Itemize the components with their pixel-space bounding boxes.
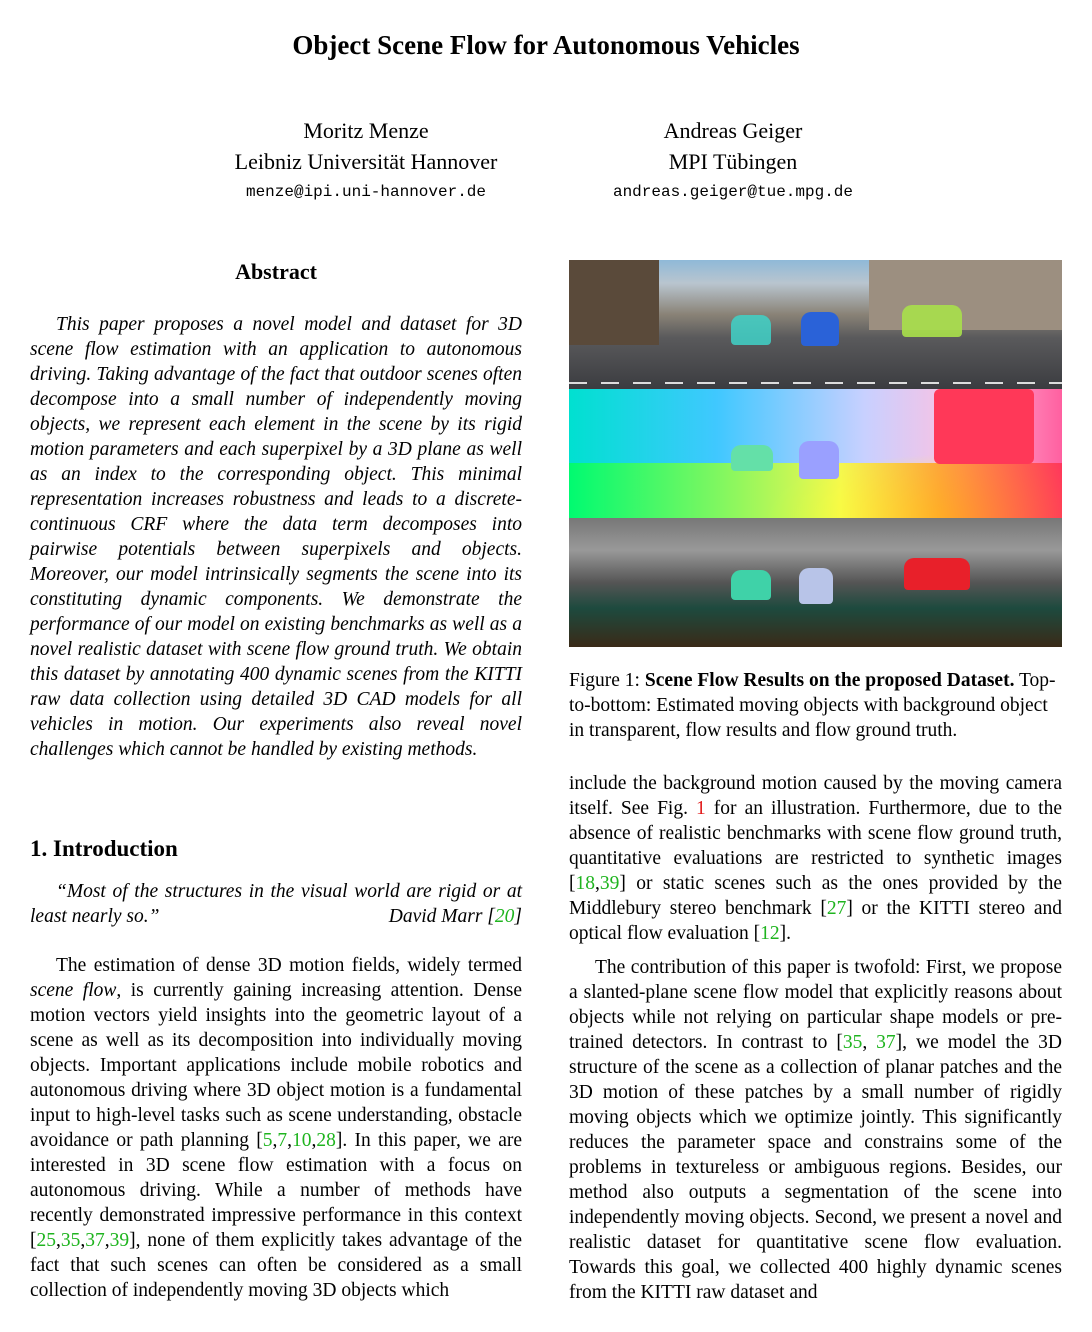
gt-object: [731, 570, 771, 600]
author-block-1: [196, 115, 536, 207]
quote-attribution: David Marr [20]: [388, 906, 522, 927]
citation-link[interactable]: 12: [760, 923, 780, 944]
author-name: Moritz Menze: [303, 118, 429, 143]
right-paragraph-2: The contribution of this paper is twofold: First, we propose a slanted-plane scene flow model that explicitly reasons about objects while not relying on particular shape models or pre-trained detectors. In contrast to [35, 37], we model the 3D structure of the scene as a collection of planar patches and the 3D motion of these patches by a small number of rigidly moving objects which we optimize jointly. This significantly reduces the parameter space and constrains some of the problems in textureless or ambiguous regions. Besides, our method also outputs a segmentation of the scene into independently moving objects. Second, we present a novel and realistic dataset for quantitative scene flow evaluation. Towards this goal, we collected 400 highly dynamic scenes from the KITTI raw dataset and: [569, 957, 1063, 1303]
lane-markings: [569, 382, 1062, 384]
citation-link[interactable]: 39: [599, 873, 620, 894]
citation-link[interactable]: 7: [277, 1130, 288, 1151]
author-affiliation: Leibniz Universität Hannover: [234, 149, 498, 174]
citation-link[interactable]: 35: [842, 1032, 863, 1053]
ground-truth-panel: [569, 518, 1062, 647]
gt-object: [799, 568, 833, 604]
flow-object: [731, 445, 773, 471]
citation-link[interactable]: 20: [494, 906, 515, 927]
citation-link[interactable]: 10: [291, 1130, 312, 1151]
citation-link[interactable]: 5: [262, 1130, 273, 1151]
citation-link[interactable]: 35: [60, 1230, 81, 1251]
author-name: Andreas Geiger: [663, 118, 803, 143]
flow-result-panel: [569, 389, 1062, 518]
citation-link[interactable]: 18: [575, 873, 595, 894]
citation-link[interactable]: 37: [85, 1230, 105, 1251]
right-paragraph-1: include the background motion caused by the moving camera itself. See Fig. 1 for an illustration. Furthermore, due to the absence of realistic benchmarks with scene flow ground truth, quantitative evaluations are restricted to synthetic images [18,39] or static scenes such as the ones provided by the Middlebury stereo benchmark [27] or the KITTI stereo and optical flow evaluation [12].: [569, 773, 1062, 944]
scene-photo-panel: [569, 260, 1062, 389]
flow-object: [799, 441, 839, 479]
car-cyan: [731, 315, 771, 345]
author-email[interactable]: andreas.geiger@tue.mpg.de: [612, 183, 854, 201]
author-affiliation: MPI Tübingen: [668, 149, 798, 174]
author-block-2: [563, 115, 903, 207]
figure-1-caption: Figure 1: Scene Flow Results on the proposed Dataset. Top-to-bottom: Estimated moving objects with background object in transparent, flow results and flow ground truth.: [569, 670, 1056, 741]
figure-1-image: [569, 260, 1062, 648]
section-heading-introduction: 1. Introduction: [30, 836, 178, 861]
building-right: [869, 260, 1062, 330]
paper-title: Object Scene Flow for Autonomous Vehicles: [292, 30, 800, 60]
citation-link[interactable]: 37: [876, 1032, 896, 1053]
citation-link[interactable]: 25: [36, 1230, 56, 1251]
author-email[interactable]: menze@ipi.uni-hannover.de: [245, 183, 487, 201]
car-blue: [801, 312, 839, 346]
abstract-heading: Abstract: [235, 259, 317, 284]
flow-object: [934, 389, 1034, 464]
citation-link[interactable]: 28: [316, 1130, 336, 1151]
citation-link[interactable]: 27: [826, 898, 847, 919]
building-left: [569, 260, 659, 345]
citation-link[interactable]: 39: [109, 1230, 130, 1251]
epigraph-quote: “Most of the structures in the visual world are rigid or at least nearly so.” David Marr [20]: [30, 881, 522, 927]
figure-ref-link[interactable]: 1: [696, 798, 706, 819]
abstract-text: This paper proposes a novel model and dataset for 3D scene flow estimation with an application to autonomous driving. Taking advantage of the fact that outdoor scenes often decompose into a small number of independently moving objects, we represent each element in the scene by its rigid motion parameters and each superpixel by a 3D plane as well as an index to the corresponding object. This minimal representation increases robustness and leads to a discrete-continuous CRF where the data term decomposes into pairwise potentials between superpixels and objects. Moreover, our model intrinsically segments the scene into its constituting dynamic components. We demonstrate the performance of our model on existing benchmarks as well as a novel realistic dataset with scene flow ground truth. We obtain this dataset by annotating 400 dynamic scenes from the KITTI raw data collection using detailed 3D CAD models for all vehicles in motion. Our experiments also reveal novel challenges which cannot be handled by existing methods.: [30, 314, 522, 760]
car-green: [902, 305, 962, 337]
intro-paragraph: The estimation of dense 3D motion fields, widely termed scene flow, is currently gaining increasing attention. Dense motion vectors yield insights into the geometric layout of a scene as well as its decomposition into individually moving objects. Important applications include mobile robotics and autonomous driving where 3D object motion is a fundamental input to high-level tasks such as scene understanding, obstacle avoidance or path planning [5,7,10,28]. In this paper, we are interested in 3D scene flow estimation with a focus on autonomous driving. While a number of methods have recently demonstrated impressive performance in this context [25,35,37,39], none of them explicitly takes advantage of the fact that such scenes can often be considered as a small collection of independently moving 3D objects which: [30, 955, 522, 1301]
gt-object: [904, 558, 970, 590]
